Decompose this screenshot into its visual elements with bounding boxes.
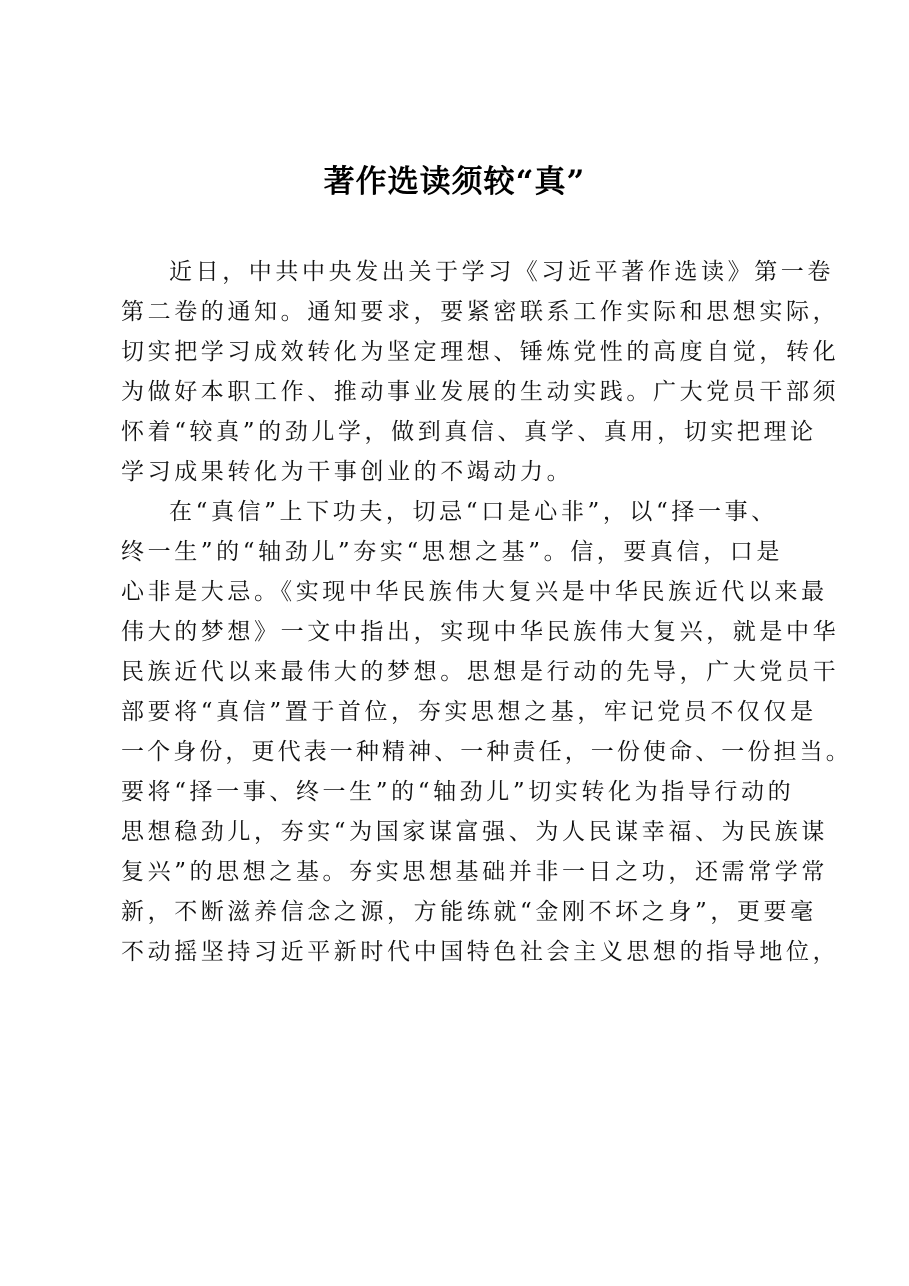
paragraph-line: 在“真信”上下功夫，切忌“口是心非”，以“择一事、 [169,499,778,525]
paragraph-line: 心非是大忌。《实现中华民族伟大复兴是中华民族近代以来最 [121,579,828,605]
paragraph-line: 要将“择一事、终一生”的“轴劲儿”切实转化为指导行动的 [121,779,795,805]
paragraph-line: 思想稳劲儿，夯实“为国家谋富强、为人民谋幸福、为民族谋 [121,819,828,845]
paragraph-line: 第二卷的通知。通知要求，要紧密联系工作实际和思想实际， [121,299,840,325]
paragraph-line: 学习成果转化为干事创业的不竭动力。 [121,459,574,485]
paragraph-line: 新，不断滋养信念之源，方能练就“金刚不坏之身”，更要毫 [121,899,817,925]
document-body [121,252,852,972]
paragraph-line: 复兴”的思想之基。夯实思想基础并非一日之功，还需常学常 [121,859,828,885]
paragraph-line: 伟大的梦想》一文中指出，实现中华民族伟大复兴，就是中华 [121,619,840,645]
paragraph-line: 部要将“真信”置于首位，夯实思想之基，牢记党员不仅仅是 [121,699,817,725]
document-title: 著作选读须较“真” [323,164,586,200]
paragraph-line: 民族近代以来最伟大的梦想。思想是行动的先导，广大党员干 [121,659,840,685]
paragraph-2 [121,492,852,972]
paragraph-line: 终一生”的“轴劲儿”夯实“思想之基”。信，要真信，口是 [121,539,783,565]
paragraph-line: 为做好本职工作、推动事业发展的生动实践。广大党员干部须 [121,379,840,405]
paragraph-line: 切实把学习成效转化为坚定理想、锤炼党性的高度自觉，转化 [121,339,840,365]
paragraph-line: 不动摇坚持习近平新时代中国特色社会主义思想的指导地位， [121,939,840,965]
paragraph-line: 怀着“较真”的劲儿学，做到真信、真学、真用，切实把理论 [121,419,817,445]
paragraph-line: 近日，中共中央发出关于学习《习近平著作选读》第一卷 [169,259,834,285]
paragraph-line: 一个身份，更代表一种精神、一种责任，一份使命、一份担当。 [121,739,852,765]
paragraph-1 [121,252,840,492]
